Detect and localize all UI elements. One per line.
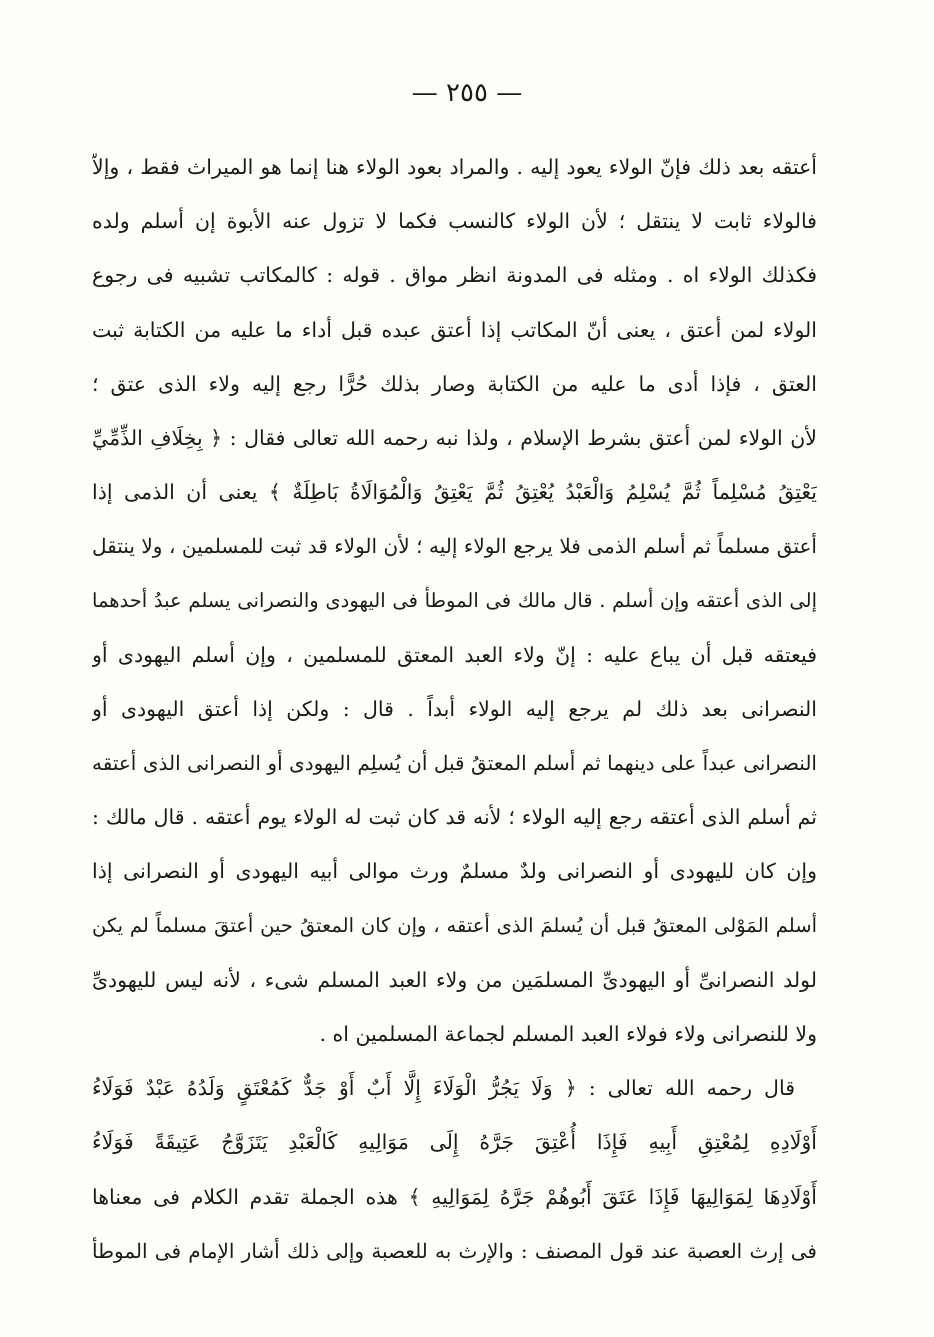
text-line: النصرانى عبداً على دينهما ثم أسلم المعتقُ قبل أن يُسلِم اليهودى أو النصرانى الذى أعتقه [92,751,817,776]
page-number: — ٢٥٥ — [411,78,523,108]
text-line: وإن كان لليهودى أو النصرانى ولدٌ مسلمٌ ورث موالى أبيه اليهودى أو النصرانى إذا [92,859,817,884]
text-line-paragraph-end: ولا للنصرانى ولاء فولاء العبد المسلم لجماعة المسلمين اه . [319,1022,817,1046]
text-line: أَوْلَادِهِ لِمُعْتِقِ أَبِيهِ فَإِذَا أُعْتِقَ جَرَّهُ إِلَى مَوَالِيهِ كَالْعَبْدِ يَتَزَوَّجُ عَتِيقَةً فَوَلَاءُ [92,1130,817,1155]
text-line: لولد النصرانىِّ أو اليهودىِّ المسلمَين من ولاء العبد المسلم شىء ، لأنه ليس لليهودىِّ [92,967,817,992]
text-line: أعتق مسلماً ثم أسلم الذمى فلا يرجع الولاء إليه ؛ لأن الولاء قد ثبت للمسلمين ، ولا ينتقل [92,534,817,559]
text-line: فالولاء ثابت لا ينتقل ؛ لأن الولاء كالنسب فكما لا تزول عنه الأبوة إن أسلم ولده [92,209,817,234]
text-line: فيعتقه قبل أن يباع عليه : إنّ ولاء العبد المعتق للمسلمين ، وإن أسلم اليهودى أو [92,642,817,667]
text-line: لأن الولاء لمن أعتق بشرط الإسلام ، ولذا نبه رحمه الله تعالى فقال : ﴿ بِخِلَافِ الذِّمِّيِّ [92,425,817,450]
text-line: أسلم المَوْلى المعتقُ قبل أن يُسلمَ الذى أعتقه ، وإن كان المعتقُ حين أعتقَ مسلماً لم يكن [92,913,817,937]
text-line: أَوْلَادِهَا لِمَوَالِيهَا فَإِذَا عَتَقَ أَبُوهُمْ جَرَّهُ لِمَوَالِيهِ ﴾ هذه الجملة تقدم الكلام فى معناها [92,1184,817,1209]
text-line: إلى الذى أعتقه وإن أسلم . قال مالك فى الموطأ فى اليهودى والنصرانى يسلم عبدُ أحدهما [92,588,817,612]
text-line: ثم أسلم الذى أعتقه رجع إليه الولاء ؛ لأنه قد كان ثبت له الولاء يوم أعتقه . قال مالك : [92,805,817,830]
text-line-paragraph-start: قال رحمه الله تعالى : ﴿ وَلَا يَجُرُّ الْوَلَاءَ إِلَّا أَبٌ أَوْ جَدٌّ كَمُعْتَقٍ وَلَدُهُ عَبْدٌ فَوَلَاءُ [92,1076,795,1101]
text-line: أعتقه بعد ذلك فإنّ الولاء يعود إليه . والمراد بعود الولاء هنا إنما هو الميراث فقط ، وإلاّ [92,155,817,179]
text-line: يَعْتِقُ مُسْلِماً ثُمَّ يُسْلِمُ وَالْعَبْدُ يُعْتِقُ ثُمَّ يَعْتِقُ وَالْمُوَالَاةُ بَاطِلَةٌ ﴾ يعنى أن الذمى إذا [92,480,817,505]
text-line: فكذلك الولاء اه . ومثله فى المدونة انظر مواق . قوله : كالمكاتب تشبيه فى رجوع [92,263,817,288]
page-body [92,140,817,1278]
text-line: الولاء لمن أعتق ، يعنى أنّ المكاتب إذا أعتق عبده قبل أداء ما عليه من الكتابة ثبت [92,317,817,342]
text-line: العتق ، فإذا أدى ما عليه من الكتابة وصار بذلك حُرًّا رجع إليه ولاء الذى عتق ؛ [92,371,817,396]
text-line: النصرانى بعد ذلك لم يرجع إليه الولاء أبداً . قال : ولكن إذا أعتق اليهودى أو [92,696,817,721]
text-line: فى إرث العصبة عند قول المصنف : والإرث به للعصبة وإلى ذلك أشار الإمام فى الموطأ [92,1238,817,1263]
